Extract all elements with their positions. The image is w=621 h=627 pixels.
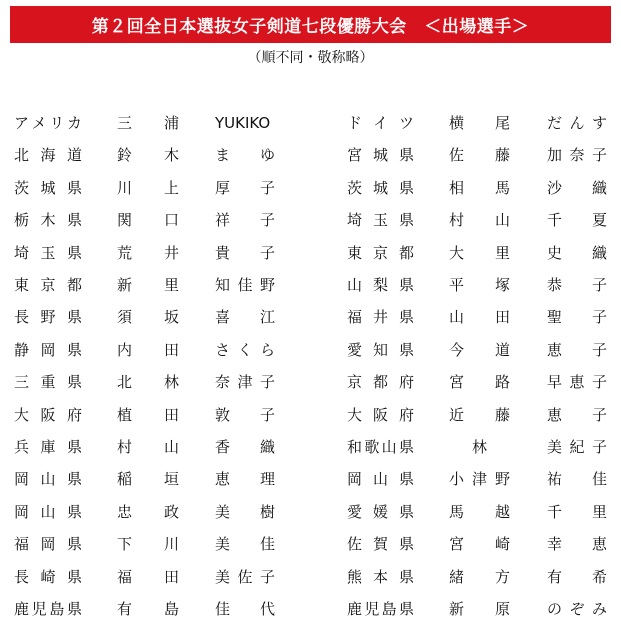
- prefecture-left: 埼 玉 県: [14, 243, 82, 262]
- surname-left: 福 田: [117, 567, 179, 586]
- player-row: [0, 500, 621, 524]
- prefecture-left: 静 岡 県: [14, 340, 82, 359]
- prefecture-right: 山 梨 県: [347, 276, 414, 294]
- given-name-right: 千 夏: [547, 211, 607, 230]
- prefecture-right: 東 京 都: [347, 243, 414, 262]
- prefecture-left: 岡 山 県: [14, 502, 82, 521]
- surname-right: 宮 崎: [449, 535, 510, 554]
- surname-left: 三 浦: [117, 114, 179, 132]
- prefecture-left: 岡 山 県: [14, 470, 82, 489]
- given-name-right: 史 織: [547, 243, 607, 262]
- prefecture-left: 東 京 都: [14, 276, 82, 294]
- prefecture-right: 愛 媛 県: [347, 502, 414, 521]
- prefecture-right: 岡 山 県: [347, 470, 414, 489]
- prefecture-left: 兵 庫 県: [14, 438, 82, 456]
- player-row: [0, 370, 621, 394]
- surname-left: 川 上: [117, 178, 179, 197]
- player-row: [0, 273, 621, 297]
- prefecture-right: 宮 城 県: [347, 146, 414, 165]
- surname-right: 緒 方: [449, 567, 510, 586]
- prefecture-left: 長 野 県: [14, 308, 82, 327]
- prefecture-right: 佐 賀 県: [347, 535, 414, 554]
- surname-left: 関 口: [117, 211, 179, 230]
- prefecture-right: 熊 本 県: [347, 567, 414, 586]
- surname-right: 大 里: [449, 243, 510, 262]
- surname-left: 新 里: [117, 276, 179, 294]
- player-row: [0, 338, 621, 362]
- given-name-left: ま ゆ: [215, 146, 275, 165]
- player-row: [0, 435, 621, 459]
- surname-left: 内 田: [117, 340, 179, 359]
- surname-left: 有 島: [117, 600, 179, 618]
- player-row: [0, 467, 621, 491]
- prefecture-left: 鹿 児 島 県: [14, 600, 82, 618]
- surname-right: 村 山: [449, 211, 510, 230]
- surname-left: 稲 垣: [117, 470, 179, 489]
- given-name-right: 早 恵 子: [547, 373, 607, 392]
- given-name-right: 聖 子: [547, 308, 607, 327]
- player-row: [0, 241, 621, 265]
- player-row: [0, 143, 621, 167]
- surname-left: 植 田: [117, 405, 179, 424]
- given-name-left: YUKIKO: [215, 114, 271, 132]
- given-name-left: 厚 子: [215, 178, 275, 197]
- surname-right: 林: [471, 438, 487, 456]
- given-name-left: 奈 津 子: [215, 373, 275, 392]
- surname-right: 横 尾: [449, 114, 510, 132]
- given-name-left: 貴 子: [215, 243, 275, 262]
- prefecture-right: 京 都 府: [347, 373, 414, 392]
- surname-left: 忠 政: [117, 502, 179, 521]
- player-row: [0, 403, 621, 427]
- prefecture-right: ド イ ツ: [347, 114, 414, 132]
- page-subtitle: （順不同・敬称略）: [247, 50, 374, 66]
- prefecture-right: 埼 玉 県: [347, 211, 414, 230]
- given-name-right: の ぞ み: [547, 600, 607, 618]
- player-row: [0, 597, 621, 621]
- player-row: [0, 176, 621, 200]
- given-name-right: 幸 恵: [547, 535, 607, 554]
- given-name-right: 加 奈 子: [547, 146, 607, 165]
- given-name-right: 恵 子: [547, 340, 607, 359]
- prefecture-left: 福 岡 県: [14, 535, 82, 554]
- given-name-right: 祐 佳: [547, 470, 607, 489]
- prefecture-right: 愛 知 県: [347, 340, 414, 359]
- surname-right: 近 藤: [449, 405, 510, 424]
- prefecture-left: 茨 城 県: [14, 178, 82, 197]
- player-roster: [0, 111, 621, 623]
- surname-right: 小 津 野: [449, 470, 510, 489]
- prefecture-left: 栃 木 県: [14, 211, 82, 230]
- given-name-left: さ く ら: [215, 340, 275, 359]
- surname-right: 新 原: [449, 600, 510, 618]
- given-name-right: 恵 子: [547, 405, 607, 424]
- given-name-left: 知 佳 野: [215, 276, 275, 294]
- player-row: [0, 532, 621, 556]
- given-name-right: 美 紀 子: [547, 438, 607, 456]
- prefecture-left: ア メ リ カ: [14, 114, 82, 132]
- surname-left: 須 坂: [117, 308, 179, 327]
- prefecture-right: 和 歌 山 県: [347, 438, 414, 456]
- given-name-left: 美 佐 子: [215, 567, 275, 586]
- prefecture-left: 大 阪 府: [14, 405, 82, 424]
- player-row: [0, 565, 621, 589]
- surname-right: 馬 越: [449, 502, 510, 521]
- given-name-left: 香 織: [215, 438, 275, 456]
- prefecture-right: 福 井 県: [347, 308, 414, 327]
- surname-left: 北 林: [117, 373, 179, 392]
- prefecture-right: 鹿 児 島 県: [347, 600, 414, 618]
- given-name-left: 祥 子: [215, 211, 275, 230]
- given-name-left: 敦 子: [215, 405, 275, 424]
- surname-right: 宮 路: [449, 373, 510, 392]
- prefecture-right: 茨 城 県: [347, 178, 414, 197]
- given-name-right: 有 希: [547, 567, 607, 586]
- surname-left: 鈴 木: [117, 146, 179, 165]
- surname-left: 下 川: [117, 535, 179, 554]
- prefecture-left: 長 崎 県: [14, 567, 82, 586]
- page-title: 第２回全日本選抜女子剣道七段優勝大会 ＜出場選手＞: [10, 6, 611, 43]
- prefecture-right: 大 阪 府: [347, 405, 414, 424]
- given-name-left: 佳 代: [215, 600, 275, 618]
- surname-right: 山 田: [449, 308, 510, 327]
- given-name-left: 喜 江: [215, 308, 275, 327]
- given-name-left: 恵 理: [215, 470, 275, 489]
- player-row: [0, 208, 621, 232]
- given-name-right: 千 里: [547, 502, 607, 521]
- surname-right: 今 道: [449, 340, 510, 359]
- surname-right: 平 塚: [449, 276, 510, 294]
- surname-left: 荒 井: [117, 243, 179, 262]
- surname-left: 村 山: [117, 438, 179, 456]
- given-name-left: 美 樹: [215, 502, 275, 521]
- prefecture-left: 北 海 道: [14, 146, 82, 165]
- given-name-right: だ ん す: [547, 114, 607, 132]
- given-name-right: 沙 織: [547, 178, 607, 197]
- surname-right: 相 馬: [449, 178, 510, 197]
- given-name-right: 恭 子: [547, 276, 607, 294]
- given-name-left: 美 佳: [215, 535, 275, 554]
- player-row: [0, 111, 621, 135]
- prefecture-left: 三 重 県: [14, 373, 82, 392]
- player-row: [0, 305, 621, 329]
- surname-right: 佐 藤: [449, 146, 510, 165]
